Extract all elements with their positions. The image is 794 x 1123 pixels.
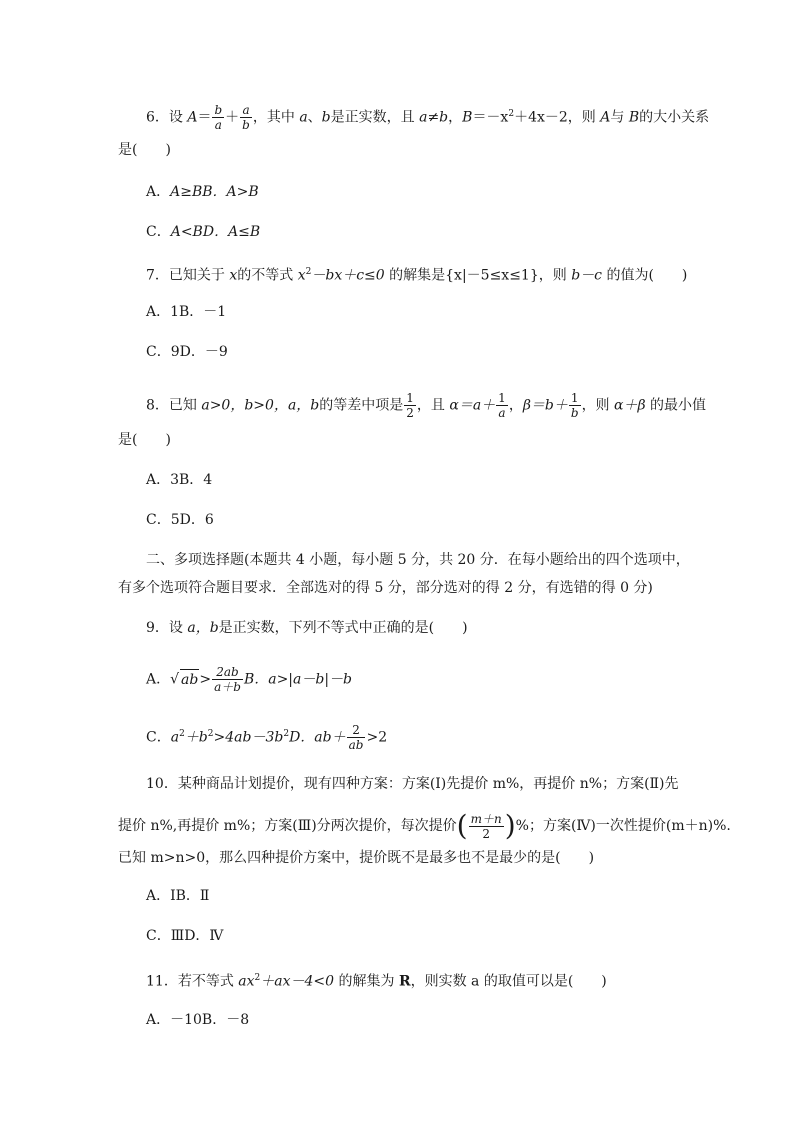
var-A: A xyxy=(187,109,198,126)
q6-option-ab: A．A≥BB．A>B xyxy=(146,184,259,200)
q8-option-ab: A．3B．4 xyxy=(146,472,213,488)
var-B: B xyxy=(628,109,640,126)
var-b: b xyxy=(321,109,331,126)
expr: ＝－x xyxy=(472,109,509,126)
q6-option-cd: C．A<BD．A≤B xyxy=(146,224,261,240)
q8-stem-line2: 是( ) xyxy=(118,432,171,448)
exponent: 2 xyxy=(508,109,515,119)
q10-option-cd: C．ⅢD．Ⅳ xyxy=(146,928,224,944)
q11-option-ab: A．－10B．－8 xyxy=(146,1012,250,1028)
text: ， xyxy=(448,109,463,126)
expr: ＋4x－2 xyxy=(514,109,568,126)
condition: a≠b xyxy=(419,109,449,126)
q10-stem-line3: 已知 m>n>0，那么四种提价方案中，提价既不是最多也不是最少的是( ) xyxy=(118,850,595,866)
fraction-1-over-a: $\frac{1}{a}$ xyxy=(498,391,506,420)
var-A: A xyxy=(600,109,611,126)
text: 、 xyxy=(307,109,322,126)
q7-stem: 7．已知关于 x的不等式 $x^2-bx+c\le 0$ 的解集是{x|－5≤x≤1}，则 b－c 的值为( ) xyxy=(146,267,688,284)
q10-stem-line2: 提价 n%,再提价 m%；方案(Ⅲ)分两次提价，每次提价( $\frac{m+n}{2}$ )%；方案(Ⅳ)一次性提价(m＋n)%. xyxy=(118,809,731,842)
fraction-b-over-a: $\frac{b}{a}$ xyxy=(214,103,223,133)
q10-option-ab: A．ⅠB．Ⅱ xyxy=(146,888,210,904)
fraction-m-plus-n-over-2: $\frac{m+n}{2}$ xyxy=(470,811,502,841)
text: 与 xyxy=(610,109,629,126)
section2-intro-line1: 二、多项选择题(本题共 4 小题，每小题 5 分，共 20 分．在每小题给出的四个选项中， xyxy=(146,552,690,568)
q9-option-ab: A．√ ab> $\frac{2ab}{a+b}$ B．a>|a－b|－b xyxy=(146,665,353,694)
q11-stem: 11．若不等式 $ax^2+ax-4<0$ 的解集为 R，则实数 a 的取值可以是( ) xyxy=(146,973,607,990)
fraction-2ab-over-a-plus-b: $\frac{2ab}{a+b}$ xyxy=(214,665,241,694)
q10-stem-line1: 10．某种商品计划提价，现有四种方案：方案(Ⅰ)先提价 m%，再提价 n%；方案(Ⅱ)先 xyxy=(146,776,679,792)
var-B: B xyxy=(462,109,473,126)
fraction-one-half: $\frac{1}{2}$ xyxy=(406,391,414,420)
q8-option-cd: C．5D．6 xyxy=(146,512,214,528)
q9-option-cd: C．$a^2+b^2>4ab-3b^2D$．ab＋ $\frac{2}{ab}$ >2 xyxy=(146,723,388,753)
section2-intro-line2: 有多个选项符合题目要求．全部选对的得 5 分，部分选对的得 2 分，有选错的得 0 分) xyxy=(118,580,653,596)
q8-stem-line1: 8．已知 a>0，b>0，a，b的等差中项是 $\frac{1}{2}$ ，且 α＝a＋ $\frac{1}{a}$ ，β＝b＋ $\frac{1}{b}$ ，则 α＋β 的最小值 xyxy=(146,391,707,420)
fraction-1-over-b: $\frac{1}{b}$ xyxy=(570,391,579,420)
equals: ＝ xyxy=(197,109,212,126)
plus: ＋ xyxy=(225,109,240,126)
text: ，则 xyxy=(567,109,601,126)
fraction-2-over-ab: $\frac{2}{ab}$ xyxy=(348,723,364,753)
text: ，其中 xyxy=(252,109,300,126)
var-a: a xyxy=(299,109,308,126)
q9-stem: 9．设 a，b是正实数，下列不等式中正确的是( ) xyxy=(146,620,468,636)
text: 的大小关系 xyxy=(639,109,710,126)
sqrt-ab: ab xyxy=(180,669,199,690)
fraction-a-over-b: $\frac{a}{b}$ xyxy=(242,103,250,133)
text: 是正实数，且 xyxy=(330,109,420,126)
q7-option-ab: A．1B．－1 xyxy=(146,304,227,320)
q7-option-cd: C．9D．－9 xyxy=(146,344,228,360)
q6-stem-line2: 是( ) xyxy=(118,142,171,158)
q6-label: 6．设 xyxy=(146,109,188,126)
q6-stem-line1 xyxy=(146,104,709,131)
